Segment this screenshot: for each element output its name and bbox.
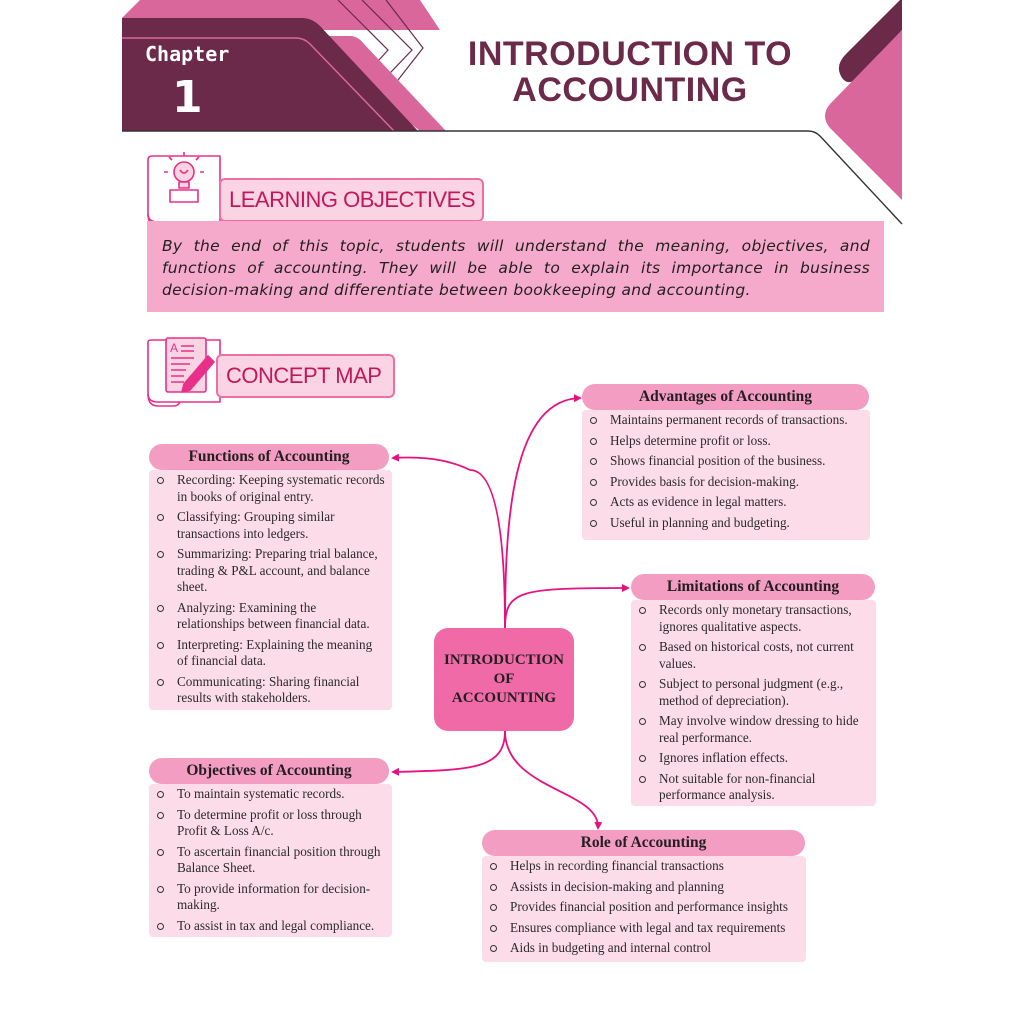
center-node-line2: OF: [493, 671, 515, 687]
functions-card-title: Functions of Accounting: [149, 444, 389, 470]
advantages-item: Provides basis for decision-making.: [588, 474, 864, 491]
page-title-line1: INTRODUCTION TO: [467, 35, 793, 73]
role-item: Helps in recording financial transactions: [488, 858, 800, 875]
objectives-item: To assist in tax and legal compliance.: [155, 918, 386, 935]
center-node-line3: ACCOUNTING: [451, 690, 557, 706]
functions-item: Analyzing: Examining the relationships between financial data.: [155, 600, 386, 633]
role-item: Ensures compliance with legal and tax requirements: [488, 920, 800, 937]
limitations-card-title: Limitations of Accounting: [631, 574, 875, 600]
advantages-item: Helps determine profit or loss.: [588, 433, 864, 450]
chapter-number: 1: [172, 72, 203, 123]
objectives-item: To provide information for decision-making.: [155, 881, 386, 914]
advantages-item: Maintains permanent records of transactions.: [588, 412, 864, 429]
functions-item: Interpreting: Explaining the meaning of financial data.: [155, 637, 386, 670]
functions-item: Recording: Keeping systematic records in books of original entry.: [155, 472, 386, 505]
objectives-item: To determine profit or loss through Profit & Loss A/c.: [155, 807, 386, 840]
page-title-line2: ACCOUNTING: [512, 71, 748, 109]
advantages-item: Shows financial position of the business.: [588, 453, 864, 470]
center-node: [434, 628, 574, 731]
role-card-title: Role of Accounting: [482, 830, 805, 856]
learning-objectives-heading: LEARNING OBJECTIVES: [219, 178, 484, 222]
limitations-item: May involve window dressing to hide real performance.: [637, 713, 870, 746]
chapter-label: Chapter: [145, 42, 230, 66]
limitations-item: Based on historical costs, not current values.: [637, 639, 870, 672]
objectives-card-title: Objectives of Accounting: [149, 758, 389, 784]
learning-objectives-text: By the end of this topic, students will understand the meaning, objectives, and functions of accounting. They will be able to explain its importance in business decision-making and differentiate between bookkeeping and accounting.: [147, 221, 884, 312]
advantages-item: Acts as evidence in legal matters.: [588, 494, 864, 511]
objectives-item: To ascertain financial position through Balance Sheet.: [155, 844, 386, 877]
limitations-item: Subject to personal judgment (e.g., method of depreciation).: [637, 676, 870, 709]
limitations-item: Not suitable for non-financial performance analysis.: [637, 771, 870, 804]
limitations-card: [631, 600, 876, 806]
limitations-item: Ignores inflation effects.: [637, 750, 870, 767]
functions-item: Summarizing: Preparing trial balance, trading & P&L account, and balance sheet.: [155, 546, 386, 596]
objectives-card: [149, 784, 392, 937]
center-node-line1: INTRODUCTION: [443, 652, 564, 668]
objectives-item: To maintain systematic records.: [155, 786, 386, 803]
advantages-card: [582, 410, 870, 540]
functions-card: [149, 470, 392, 710]
role-item: Aids in budgeting and internal control: [488, 940, 800, 957]
concept-map-heading: CONCEPT MAP: [216, 354, 395, 398]
advantages-item: Useful in planning and budgeting.: [588, 515, 864, 532]
role-item: Assists in decision-making and planning: [488, 879, 800, 896]
role-card: [482, 856, 806, 962]
advantages-card-title: Advantages of Accounting: [582, 384, 869, 410]
role-item: Provides financial position and performance insights: [488, 899, 800, 916]
limitations-item: Records only monetary transactions, ignores qualitative aspects.: [637, 602, 870, 635]
svg-text:A: A: [170, 341, 179, 355]
functions-item: Communicating: Sharing financial results with stakeholders.: [155, 674, 386, 707]
functions-item: Classifying: Grouping similar transactions into ledgers.: [155, 509, 386, 542]
